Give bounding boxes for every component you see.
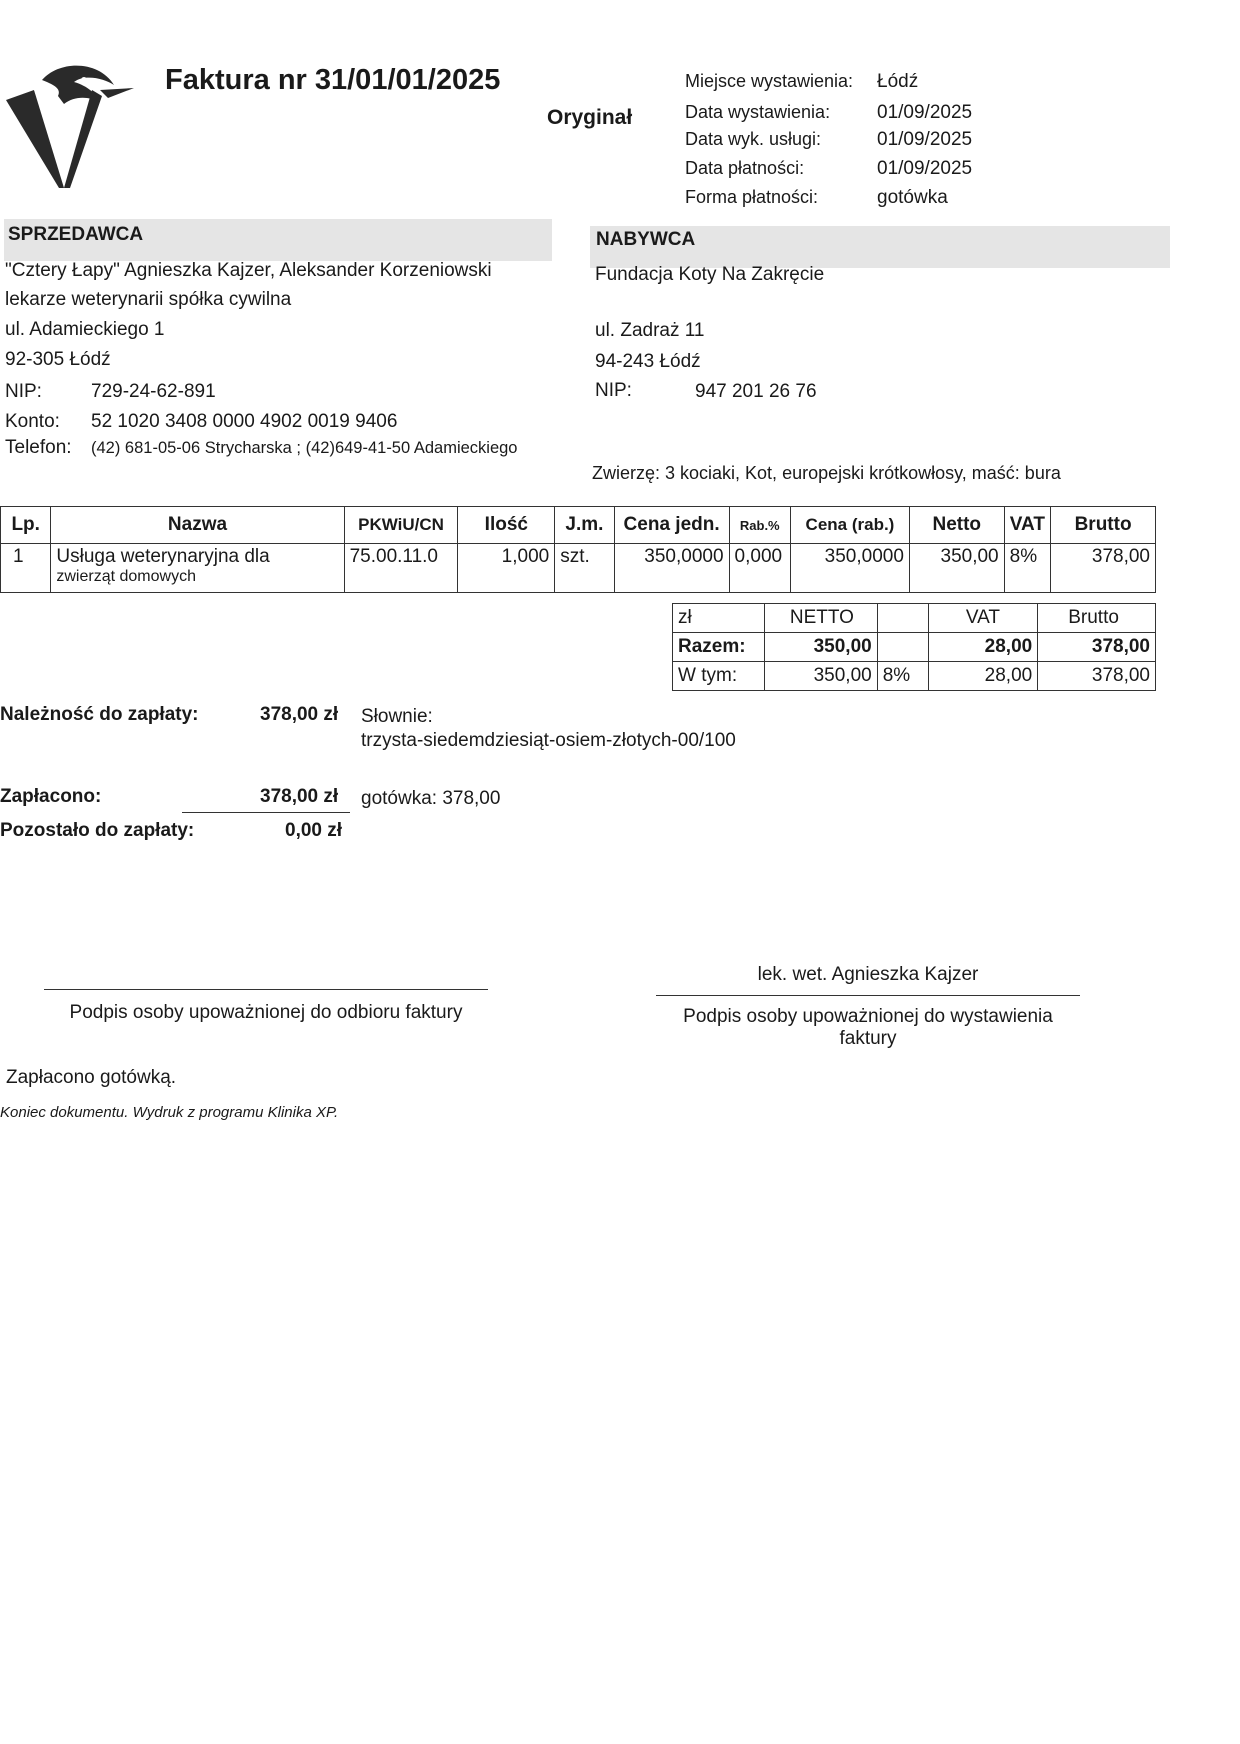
col-header-discount: Rab.% (729, 507, 790, 544)
col-header-name: Nazwa (51, 507, 344, 544)
paid-value: 378,00 zł (260, 786, 339, 807)
buyer-city: 94-243 Łódź (595, 351, 701, 372)
cell-name-line1: Usługa weterynaryjna dla (56, 546, 270, 567)
seller-nip-label: NIP: (5, 381, 42, 402)
in-words-value: trzysta-siedemdziesiąt-osiem-złotych-00/100 (361, 730, 736, 751)
amount-due-value: 378,00 zł (260, 704, 339, 725)
cell-price: 350,0000 (614, 544, 729, 593)
seller-name: "Cztery Łapy" Agnieszka Kajzer, Aleksander Korzeniowski (5, 260, 492, 281)
cell-name (51, 544, 344, 593)
summary-total-net: 350,00 (764, 633, 877, 662)
buyer-nip: 947 201 26 76 (695, 381, 817, 402)
issuer-signature-caption: Podpis osoby upoważnionej do wystawienia (683, 1006, 1053, 1027)
meta-value-payment-method: gotówka (877, 187, 948, 208)
paid-method: gotówka: 378,00 (361, 788, 501, 809)
cell-vat: 8% (1004, 544, 1051, 593)
seller-nip: 729-24-62-891 (91, 381, 216, 402)
summary-header-gross: Brutto (1038, 604, 1156, 633)
col-header-gross: Brutto (1051, 507, 1156, 544)
seller-phone-label: Telefon: (5, 437, 72, 458)
summary-header-net: NETTO (764, 604, 877, 633)
summary-total-row (673, 633, 1156, 662)
cell-pkwiu: 75.00.11.0 (344, 544, 458, 593)
cell-qty: 1,000 (458, 544, 555, 593)
summary-header-vat: VAT (928, 604, 1038, 633)
items-header-row (1, 507, 1156, 544)
cell-name-line2: zwierząt domowych (56, 568, 196, 585)
meta-value-place: Łódź (877, 71, 919, 92)
items-table (0, 506, 1156, 593)
invoice-title: Faktura nr 31/01/01/2025 (165, 64, 501, 96)
in-words-label: Słownie: (361, 706, 433, 727)
seller-account: 52 1020 3408 0000 4902 0019 9406 (91, 411, 398, 432)
buyer-heading: NABYWCA (596, 229, 696, 250)
summary-currency: zł (673, 604, 765, 633)
summary-incl-row (673, 662, 1156, 691)
seller-heading: SPRZEDAWCA (8, 224, 144, 245)
col-header-vat: VAT (1004, 507, 1051, 544)
summary-header-blank (877, 604, 928, 633)
seller-account-label: Konto: (5, 411, 60, 432)
paid-underline (182, 812, 350, 813)
cell-unit: szt. (555, 544, 614, 593)
receiver-signature-caption: Podpis osoby upoważnionej do odbioru faktury (69, 1002, 463, 1023)
cell-net: 350,00 (909, 544, 1004, 593)
summary-header-row (673, 604, 1156, 633)
amount-due-label: Należność do zapłaty: (0, 704, 199, 725)
cell-lp: 1 (1, 544, 51, 593)
vat-summary-table (672, 603, 1156, 691)
copy-label: Oryginał (547, 106, 633, 129)
table-row (1, 544, 1156, 593)
meta-label-payment-date: Data płatności: (685, 158, 805, 178)
summary-incl-rate: 8% (877, 662, 928, 691)
cell-gross: 378,00 (1051, 544, 1156, 593)
issuer-signature-line (656, 995, 1080, 996)
animal-info: Zwierzę: 3 kociaki, Kot, europejski krótkowłosy, maść: bura (592, 463, 1061, 483)
col-header-price-discounted: Cena (rab.) (791, 507, 910, 544)
paid-label: Zapłacono: (0, 786, 102, 807)
seller-street: ul. Adamieckiego 1 (5, 319, 165, 340)
remaining-value: 0,00 zł (285, 820, 343, 841)
meta-value-service-date: 01/09/2025 (877, 129, 973, 150)
col-header-net: Netto (909, 507, 1004, 544)
cell-discount: 0,000 (729, 544, 790, 593)
buyer-name: Fundacja Koty Na Zakręcie (595, 264, 825, 285)
summary-total-label: Razem: (673, 633, 765, 662)
meta-label-payment-method: Forma płatności: (685, 187, 819, 207)
issuer-name: lek. wet. Agnieszka Kajzer (757, 964, 979, 985)
seller-phone: (42) 681-05-06 Strycharska ; (42)649-41-50 Adamieckiego (91, 439, 518, 457)
cell-price-discounted: 350,0000 (791, 544, 910, 593)
buyer-street: ul. Zadraż 11 (595, 320, 705, 341)
summary-total-vat: 28,00 (928, 633, 1038, 662)
col-header-lp: Lp. (1, 507, 51, 544)
paid-cash-note: Zapłacono gotówką. (6, 1067, 177, 1088)
col-header-price: Cena jedn. (614, 507, 729, 544)
clinic-logo (4, 60, 139, 190)
meta-value-payment-date: 01/09/2025 (877, 158, 973, 179)
col-header-pkwiu: PKWiU/CN (344, 507, 458, 544)
document-end-note: Koniec dokumentu. Wydruk z programu Klinika XP. (0, 1104, 339, 1121)
summary-total-rate (877, 633, 928, 662)
col-header-qty: Ilość (458, 507, 555, 544)
buyer-nip-label: NIP: (595, 380, 632, 401)
summary-incl-vat: 28,00 (928, 662, 1038, 691)
seller-name-2: lekarze weterynarii spółka cywilna (5, 289, 292, 310)
meta-label-issue-date: Data wystawienia: (685, 102, 831, 122)
meta-value-issue-date: 01/09/2025 (877, 102, 973, 123)
meta-label-place: Miejsce wystawienia: (685, 71, 854, 91)
issuer-signature-caption-2: faktury (839, 1028, 897, 1049)
summary-incl-label: W tym: (673, 662, 765, 691)
summary-incl-net: 350,00 (764, 662, 877, 691)
remaining-label: Pozostało do zapłaty: (0, 820, 195, 841)
summary-incl-gross: 378,00 (1038, 662, 1156, 691)
seller-city: 92-305 Łódź (5, 349, 111, 370)
summary-total-gross: 378,00 (1038, 633, 1156, 662)
meta-label-service-date: Data wyk. usługi: (685, 129, 822, 149)
receiver-signature-line (44, 989, 488, 990)
col-header-unit: J.m. (555, 507, 614, 544)
